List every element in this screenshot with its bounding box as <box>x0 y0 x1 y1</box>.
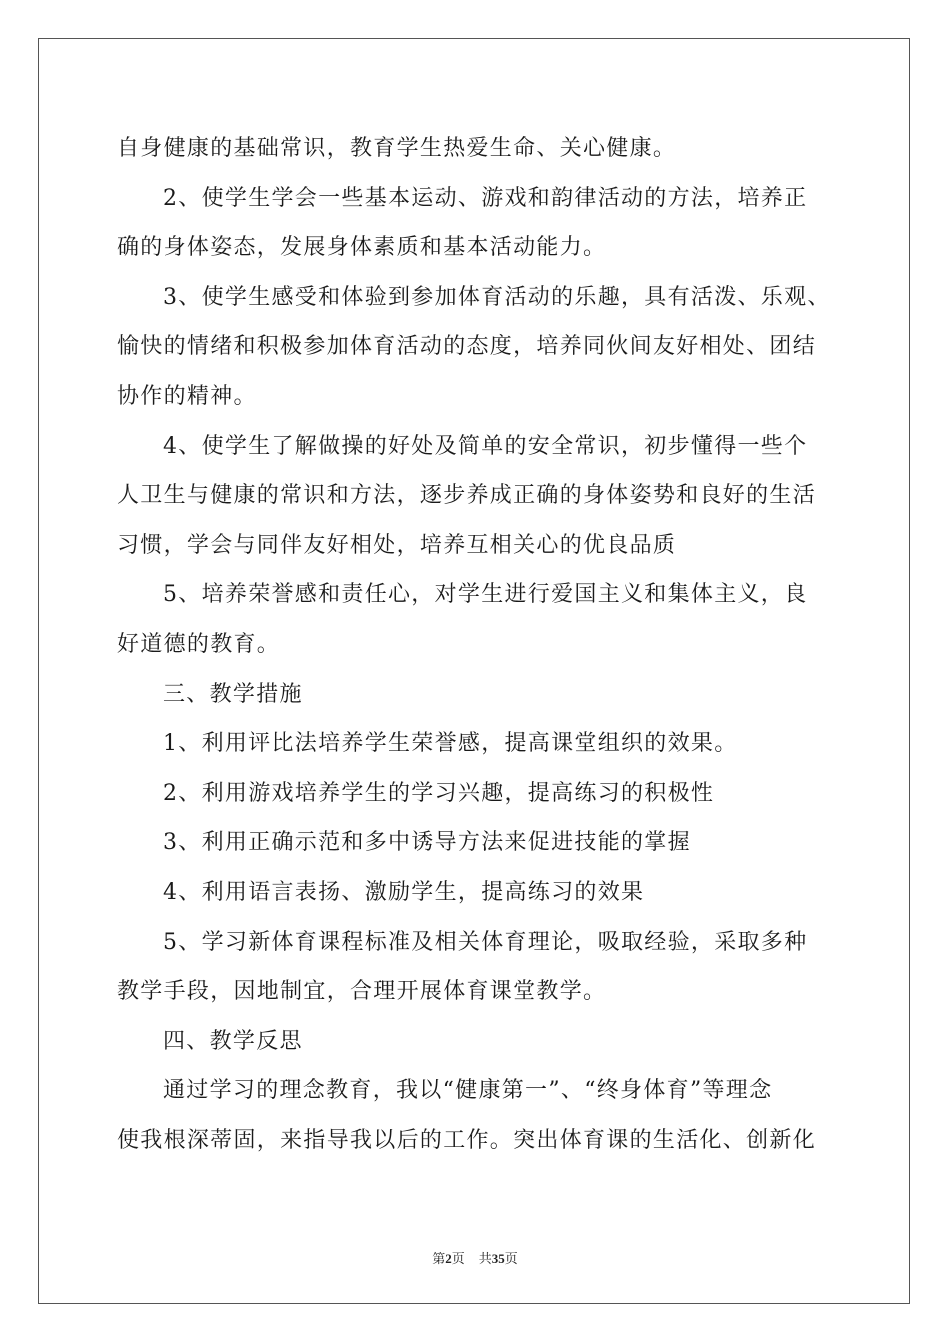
page-number: 2 <box>445 1251 452 1266</box>
text-line: 协作的精神。 <box>117 383 257 409</box>
page-footer <box>0 1248 950 1267</box>
total-prefix: 共 <box>478 1251 492 1266</box>
text-line: 习惯，学会与同伴友好相处，培养互相关心的优良品质 <box>117 532 677 558</box>
section-heading: 四、教学反思 <box>163 1028 303 1054</box>
text-line: 2、使学生学会一些基本运动、游戏和韵律活动的方法，培养正 <box>163 185 808 211</box>
page-prefix: 第 <box>432 1251 446 1266</box>
text-line: 2、利用游戏培养学生的学习兴趣，提高练习的积极性 <box>163 780 715 806</box>
text-line: 人卫生与健康的常识和方法，逐步养成正确的身体姿势和良好的生活 <box>117 483 817 509</box>
text-line: 确的身体姿态，发展身体素质和基本活动能力。 <box>117 235 607 261</box>
text-line: 4、使学生了解做操的好处及简单的安全常识，初步懂得一些个 <box>163 433 808 459</box>
page-suffix: 页 <box>451 1251 465 1266</box>
text-line: 通过学习的理念教育，我以“健康第一”、“终身体育”等理念 <box>163 1078 773 1104</box>
text-line: 1、利用评比法培养学生荣誉感，提高课堂组织的效果。 <box>163 731 738 757</box>
document-body <box>117 124 837 1165</box>
total-suffix: 页 <box>504 1251 518 1266</box>
section-heading: 三、教学措施 <box>163 681 303 707</box>
text-line: 教学手段，因地制宜，合理开展体育课堂教学。 <box>117 979 607 1005</box>
text-line: 5、学习新体育课程标准及相关体育理论，吸取经验，采取多种 <box>163 929 808 955</box>
text-line: 愉快的情绪和积极参加体育活动的态度，培养同伙间友好相处、团结 <box>117 334 817 360</box>
text-line: 自身健康的基础常识，教育学生热爱生命、关心健康。 <box>117 136 677 161</box>
total-pages: 35 <box>491 1251 505 1266</box>
text-line: 5、培养荣誉感和责任心，对学生进行爱国主义和集体主义，良 <box>163 582 808 608</box>
text-line: 3、使学生感受和体验到参加体育活动的乐趣，具有活泼、乐观、 <box>163 284 831 310</box>
text-line: 使我根深蒂固，来指导我以后的工作。突出体育课的生活化、创新化 <box>117 1127 817 1153</box>
text-line: 3、利用正确示范和多中诱导方法来促进技能的掌握 <box>163 830 691 856</box>
text-line: 好道德的教育。 <box>117 631 281 657</box>
text-line: 4、利用语言表扬、激励学生，提高练习的效果 <box>163 879 645 905</box>
